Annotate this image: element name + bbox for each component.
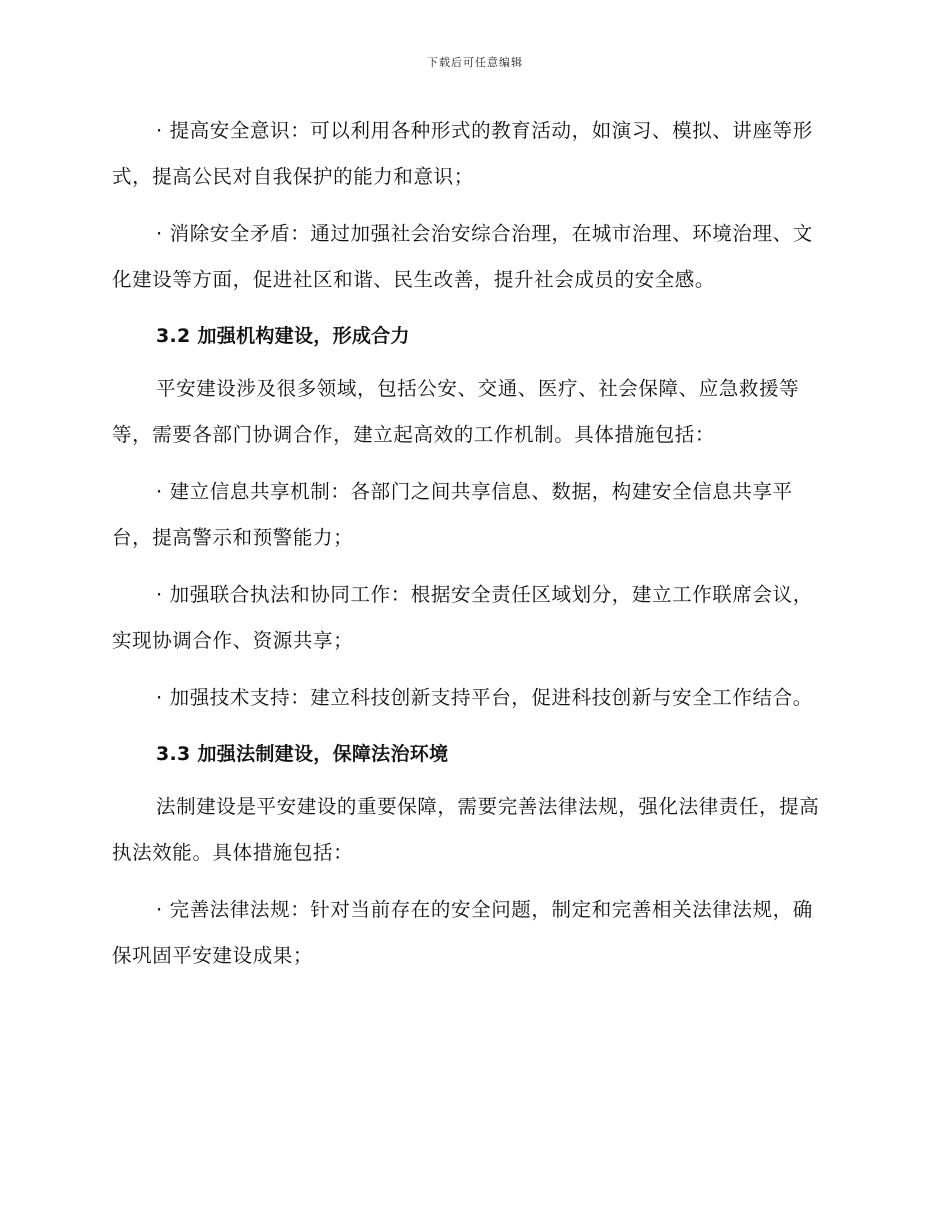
bullet-safety-awareness: · 提高安全意识：可以利用各种形式的教育活动，如演习、模拟、讲座等形式，提高公民对自我保护的能力和意识；: [112, 119, 813, 188]
section-heading-3-3: 3.3 加强法制建设，保障法治环境: [156, 743, 449, 765]
document-body: [112, 108, 832, 990]
bullet-eliminate-conflicts: · 消除安全矛盾：通过加强社会治安综合治理，在城市治理、环境治理、文化建设等方面，促进社区和谐、民生改善，提升社会成员的安全感。: [112, 222, 813, 291]
page-header: 下载后可任意编辑: [427, 56, 523, 69]
paragraph-legal-intro: 法制建设是平安建设的重要保障，需要完善法律法规，强化法律责任，提高执法效能。具体措施包括：: [112, 795, 820, 864]
paragraph-institution-intro: 平安建设涉及很多领域，包括公安、交通、医疗、社会保障、应急救援等等，需要各部门协调合作，建立起高效的工作机制。具体措施包括：: [112, 377, 800, 446]
section-heading-3-2: 3.2 加强机构建设，形成合力: [156, 325, 410, 347]
bullet-improve-laws: · 完善法律法规：针对当前存在的安全问题，制定和完善相关法律法规，确保巩固平安建设成果；: [112, 898, 813, 967]
bullet-tech-support: · 加强技术支持：建立科技创新支持平台，促进科技创新与安全工作结合。: [156, 686, 813, 709]
bullet-info-sharing: · 建立信息共享机制：各部门之间共享信息、数据，构建安全信息共享平台，提高警示和预警能力；: [112, 480, 793, 549]
bullet-joint-enforcement: · 加强联合执法和协同工作：根据安全责任区域划分，建立工作联席会议，实现协调合作、资源共享；: [112, 583, 813, 652]
